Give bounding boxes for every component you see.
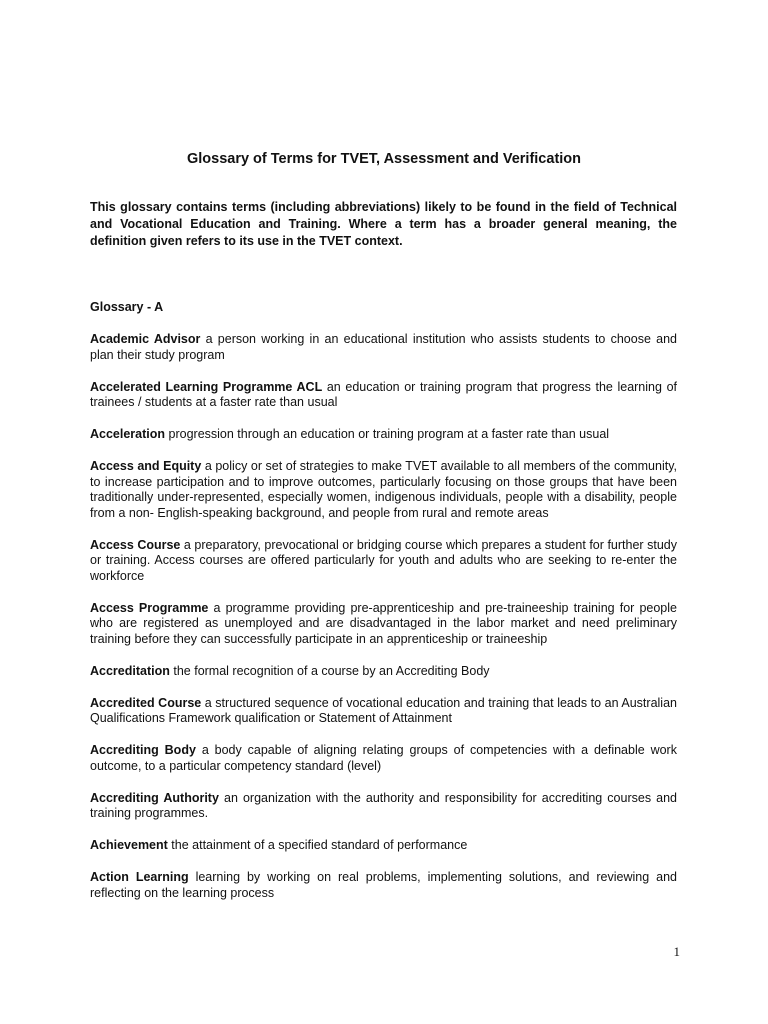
glossary-entry xyxy=(90,791,677,822)
glossary-term: Access Programme xyxy=(90,600,209,615)
glossary-entry xyxy=(90,459,677,521)
glossary-term: Accrediting Authority xyxy=(90,790,219,805)
glossary-entries xyxy=(90,332,677,918)
intro-paragraph: This glossary contains terms (including abbreviations) likely to be found in the field of Technical and Vocational Education and Training. Where a term has a broader general meaning, the definition given refers to its use in the TVET context. xyxy=(90,200,677,248)
glossary-definition: an education or training program that progress the learning of trainees / students at a faster rate than usual xyxy=(90,379,677,409)
glossary-entry xyxy=(90,332,677,363)
glossary-definition: progression through an education or training program at a faster rate than usual xyxy=(168,427,610,441)
glossary-entry xyxy=(90,870,677,901)
glossary-term: Accelerated Learning Programme ACL xyxy=(90,379,323,394)
glossary-definition: an organization with the authority and responsibility for accrediting courses and training programmes. xyxy=(90,790,677,820)
document-title: Glossary of Terms for TVET, Assessment and Verification xyxy=(186,151,582,167)
glossary-term: Accrediting Body xyxy=(90,743,196,757)
glossary-entry xyxy=(90,696,677,727)
glossary-entry xyxy=(90,601,677,648)
page-number: 1 xyxy=(673,944,680,959)
glossary-term: Accredited Course xyxy=(90,695,202,710)
glossary-term: Accreditation xyxy=(90,663,170,678)
glossary-definition: a programme providing pre-apprenticeship and pre-traineeship training for people who are registered as unemployed and are disadvantaged in the labor market and need preliminary training before they can successfully participate in an apprenticeship or traineeship xyxy=(90,600,677,646)
glossary-entry xyxy=(90,538,677,585)
glossary-definition: a body capable of aligning relating groups of competencies with a definable work outcome, to a particular competency standard (level) xyxy=(90,743,677,773)
glossary-term: Achievement xyxy=(90,838,168,852)
glossary-definition: the attainment of a specified standard of performance xyxy=(171,838,468,852)
glossary-definition: a person working in an educational institution who assists students to choose and plan their study program xyxy=(90,332,677,362)
glossary-entry xyxy=(90,380,677,411)
glossary-entry xyxy=(90,664,677,680)
glossary-term: Acceleration xyxy=(90,427,166,441)
section-heading: Glossary - A xyxy=(90,300,164,314)
glossary-term: Academic Advisor xyxy=(90,332,201,346)
glossary-term: Access Course xyxy=(90,537,181,552)
glossary-term: Action Learning xyxy=(90,870,189,884)
glossary-entry xyxy=(90,743,677,774)
glossary-definition: the formal recognition of a course by an Accrediting Body xyxy=(173,663,490,678)
glossary-definition: a policy or set of strategies to make TVET available to all members of the community, to increase participation and to improve outcomes, particularly focusing on those groups that have been traditionally under-represented, especially women, indigenous individuals, people with a disability, people from a non- English-speaking background, and people from rural and remote areas xyxy=(90,459,677,520)
glossary-term: Access and Equity xyxy=(90,459,202,473)
glossary-entry xyxy=(90,838,677,854)
glossary-definition: a structured sequence of vocational education and training that leads to an Australian Qualifications Framework qualification or Statement of Attainment xyxy=(90,695,677,725)
glossary-definition: a preparatory, prevocational or bridging course which prepares a student for further study or training. Access courses are offered particularly for youth and adults who are seeking to re-enter the workforce xyxy=(90,537,677,583)
glossary-definition: learning by working on real problems, implementing solutions, and reviewing and reflecting on the learning process xyxy=(90,870,677,900)
glossary-entry xyxy=(90,427,677,443)
